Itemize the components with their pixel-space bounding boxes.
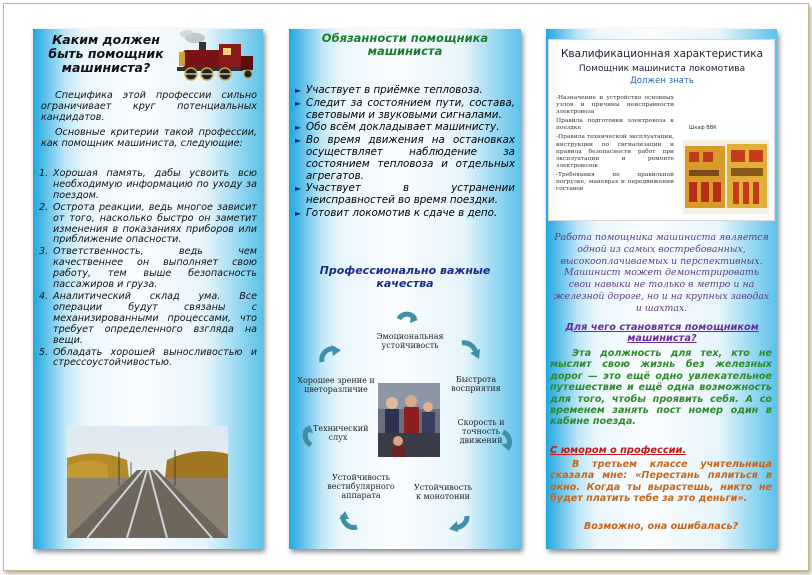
quality-vestibular: Устойчивость вестибулярного аппарата [327, 473, 395, 500]
card-subtitle: Помощник машиниста локомотива [578, 64, 746, 74]
list-item: ► Обо всём докладывает машинисту. [295, 121, 500, 134]
humor-paragraph: В третьем классе учительница сказала мне: «Перестань пялиться в окно. Когда ты вырастешь, никто не будет платить тебе за это деньги». [550, 459, 772, 505]
list-item: 2. Острота реакции, ведь многое зависит от того, насколько быстро он заметит изменения в показаниях приборов или приближение опасности. [39, 201, 257, 246]
workers-photo [378, 383, 440, 457]
quality-reaction: Быстрота восприятия [451, 375, 501, 393]
list-item: ► Участвует в приёмке тепловоза. [295, 84, 483, 96]
arrow-bullet-icon: ► [295, 136, 302, 146]
list-item: 4. Аналитический склад ума. Все операции будут связаны с механизированными процессами, что требует определенного взгляда на вещи. [39, 290, 257, 346]
intro-paragraph: Специфика этой профессии сильно ограничивает круг потенциальных кандидатов. [41, 90, 257, 123]
cycle-arrow-icon [319, 345, 341, 367]
humor-closing: Возможно, она ошибалась? [583, 521, 739, 532]
humor-heading: С юмором о профессии. [550, 445, 687, 456]
quality-hearing: Технический слух [313, 424, 369, 442]
qualities-title: Профессионально важные качества [319, 264, 491, 290]
quality-monotony: Устойчивость к монотонии [413, 483, 473, 501]
card-caption: Шкаф ВВК [689, 125, 717, 131]
quality-emotional: Эмоциональная устойчивость [376, 332, 444, 350]
cycle-arrow-icon [396, 305, 418, 327]
list-item: ► Участвует в устранении неисправностей во время поездки. [295, 182, 515, 207]
steam-train-icon [173, 30, 257, 85]
electrical-cabinet-image [683, 140, 769, 214]
arrow-bullet-icon: ► [295, 184, 302, 194]
arrow-bullet-icon: ► [295, 86, 302, 95]
criteria-list [39, 169, 257, 370]
arrow-bullet-icon: ► [295, 98, 302, 108]
why-heading: Для чего становятся помощником машиниста? [565, 322, 759, 344]
panel-right [546, 29, 777, 549]
criteria-intro: Основные критерии такой профессии, как помощник машиниста, следующие: [41, 127, 257, 149]
card-must-know: Должен знать [630, 76, 694, 86]
panel-middle [289, 29, 521, 549]
list-item: 3. Ответственность, ведь чем качественнее он выполняет свою работу, тем выше безопасность пассажиров и груза. [39, 246, 257, 291]
arrow-bullet-icon: ► [295, 123, 302, 133]
card-text: -Назначение и устройство основных узлов и причины неисправности электровоза Правила подготовки электровоза к поездке -Правила технической эксплуатации, инструкции по сигнализации и правила безопасности работ при эксплуатации и ремонте электровозов -Требования по правильной погрузке, маневрах и передвижении составов [556, 95, 674, 193]
arrow-bullet-icon: ► [295, 208, 302, 218]
railway-photo [67, 426, 228, 538]
cycle-arrow-icon [459, 339, 481, 361]
cycle-arrow-icon [339, 511, 361, 533]
cycle-arrow-icon [449, 513, 471, 535]
quality-vision: Хорошее зрение и цветоразличие [297, 376, 375, 394]
duties-title: Обязанности помощника машиниста [321, 31, 489, 58]
list-item: 1. Хорошая память, дабы усвоить всю необходимую информацию по уходу за поездом. [39, 168, 257, 201]
list-item: ► Следит за состоянием пути, состава, световыми и звуковыми сигналами. [295, 96, 515, 121]
quality-speed: Скорость и точность движений [457, 418, 505, 445]
qualification-card [548, 39, 775, 221]
card-title: Квалификационная характеристика [560, 48, 764, 60]
list-item: ► Во время движения на остановках осуществляет наблюдение за состоянием тепловоза и отдельных агрегатов. [295, 134, 515, 182]
list-item: 5. Обладать хорошей выносливостью и стрессоустойчивостью. [39, 346, 257, 369]
panel-left [33, 29, 263, 549]
why-paragraph: Эта должность для тех, кто не мыслит свою жизнь без железных дорог — это ещё одно увлекательное путешествие и ещё одна возможность для того, чтобы проявить себя. А со временем занять пост номер один в кабине поезда. [550, 348, 772, 428]
demand-paragraph: Работа помощника машиниста является одной из самых востребованных, высокооплачиваемых и перспективных. Машинист может демонстрировать свои навыки не только в метро и на железной дороге, но и на крупных заводах и шахтах. [553, 232, 770, 314]
duties-list [295, 85, 515, 221]
panel1-title: Каким должен быть помощник машиниста? [48, 32, 164, 75]
list-item: ► Готовит локомотив к сдаче в депо. [295, 206, 498, 219]
